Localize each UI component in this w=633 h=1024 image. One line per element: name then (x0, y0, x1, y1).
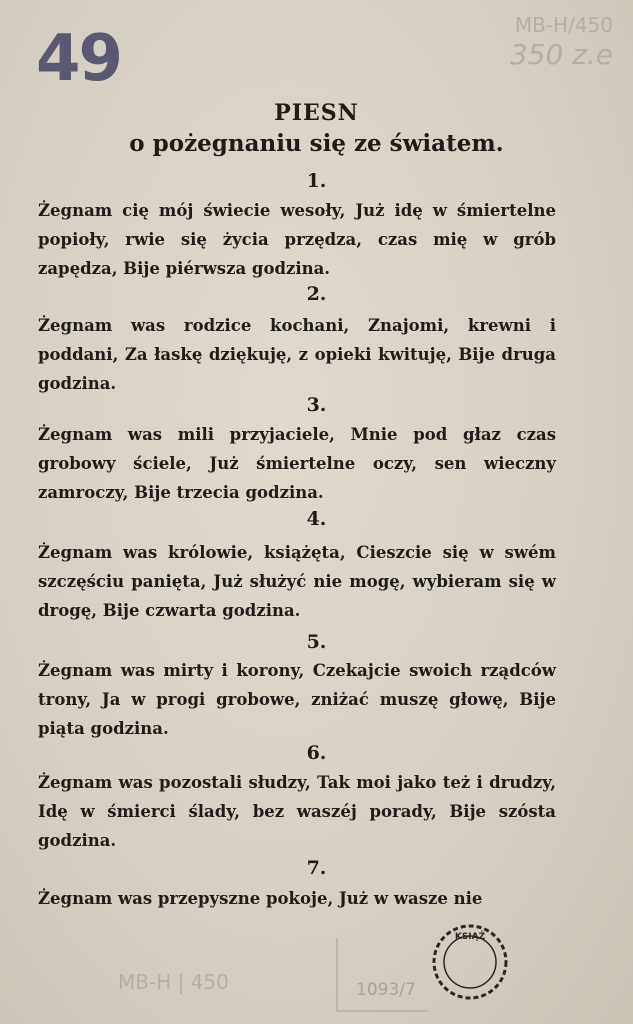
library-seal-stamp (430, 922, 510, 1002)
pencil-catalog-note (510, 10, 613, 70)
catalog-number-stamp: 49 (36, 22, 122, 96)
verse-text: Żegnam was rodzice kochani, Znajomi, krewni i poddani, Za łaskę dziękuję, z opieki kwituję, Bije druga godzina. (38, 316, 556, 393)
verse-text: Żegnam was pozostali słudzy, Tak moi jako też i drudzy, Idę w śmierci ślady, bez waszéj porady, Bije szósta godzina. (38, 773, 556, 850)
verse-number: 7. (306, 857, 327, 879)
verse-text: Żegnam was mili przyjaciele, Mnie pod głaz czas grobowy ściele, Już śmiertelne oczy, sen wieczny zamroczy, Bije trzecia godzina. (38, 425, 556, 502)
verse-number: 3. (306, 394, 327, 416)
seal-text: KSIĄŻ (454, 932, 486, 942)
verse-number: 4. (306, 508, 327, 530)
verse-text: Żegnam cię mój świecie wesoły, Już idę w śmiertelne popioły, rwie się życia przędza, czas mię w grób zapędza, Bije piérwsza godzina. (38, 201, 556, 278)
song-subtitle: o pożegnaniu się ze światem. (129, 130, 504, 157)
verse-text: Żegnam was przepyszne pokoje, Już w wasze nie (38, 889, 483, 908)
pencil-code-line-2: 350 z.e (509, 38, 613, 71)
pencil-bottom-mark: MB-H | 450 (118, 970, 229, 994)
verse-number: 6. (306, 742, 327, 764)
song-title: PIESN (274, 100, 359, 126)
verse-number: 1. (306, 170, 327, 192)
pencil-bracket (336, 938, 428, 1012)
verse-text: Żegnam was mirty i korony, Czekajcie swoich rządców trony, Ja w progi grobowe, zniżać muszę głowę, Bije piąta godzina. (38, 661, 556, 738)
pencil-code-line-1: MB-H/450 (514, 13, 613, 37)
archive-code: 1093/7 (356, 980, 416, 1000)
verse-number: 5. (306, 631, 327, 653)
verse-text: Żegnam was królowie, książęta, Cieszcie się w swém szczęściu panięta, Już służyć nie mogę, wybieram się w drogę, Bije czwarta godzina. (38, 543, 556, 620)
verse-number: 2. (306, 283, 327, 305)
